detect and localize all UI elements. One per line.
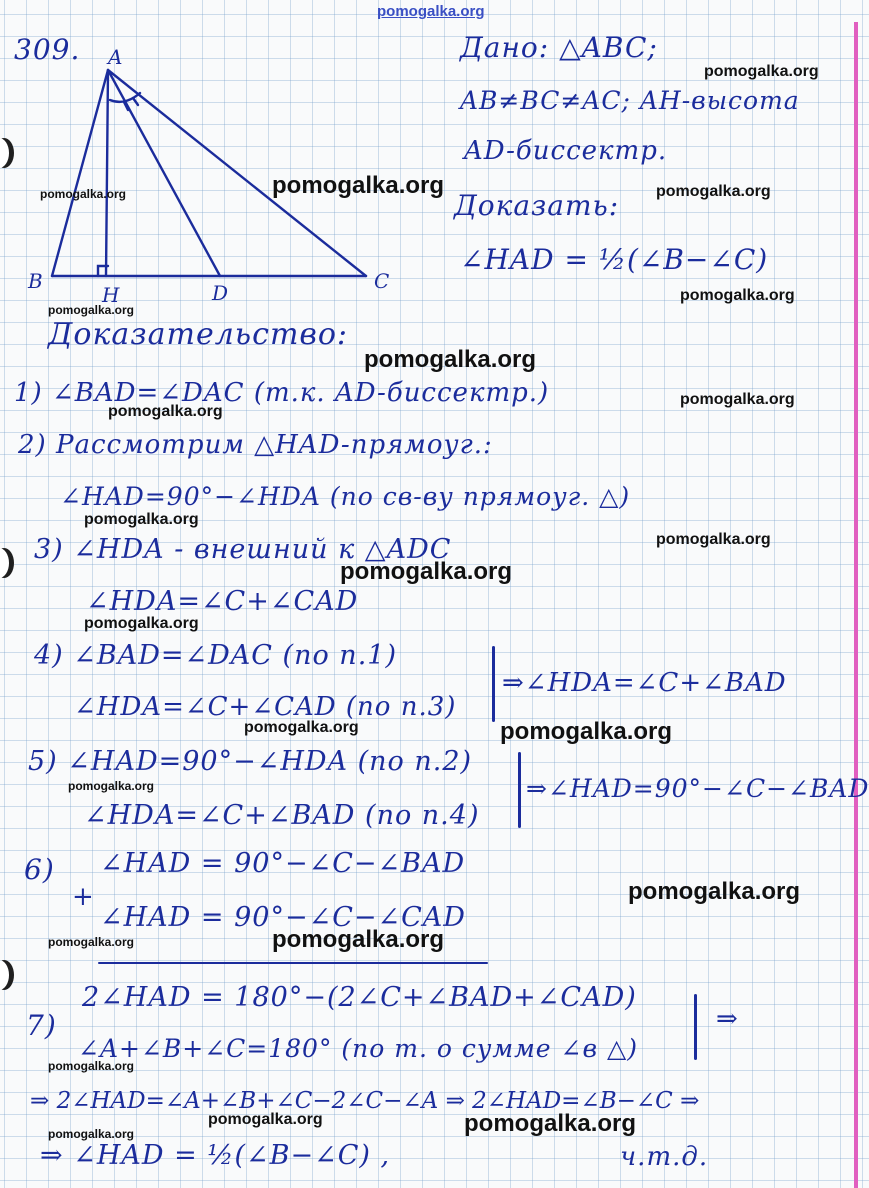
proof-line: ⇒ ∠HAD = ½(∠B−∠C) , — [40, 1140, 391, 1171]
proof-line: 1) ∠BAD=∠DAC (т.к. AD-биссектр.) — [14, 378, 550, 408]
prove-statement: ∠HAD = ½(∠B−∠C) — [460, 243, 769, 276]
watermark: pomogalka.org — [272, 172, 445, 199]
given-line-2: AD-биссектр. — [464, 136, 668, 166]
altitude-ah — [106, 70, 108, 276]
vertex-label-b: B — [28, 269, 43, 293]
proof-line: ∠HDA=∠C+∠CAD — [86, 586, 359, 617]
proof-line: 6) — [24, 853, 55, 886]
point-label-d: D — [212, 281, 229, 305]
watermark: pomogalka.org — [704, 63, 819, 80]
proof-line: ∠A+∠B+∠C=180° (по т. о сумме ∠в △) — [78, 1034, 638, 1063]
watermark: pomogalka.org — [272, 926, 445, 953]
proof-line: ∠HAD = 90°−∠C−∠CAD — [100, 902, 466, 933]
watermark: pomogalka.org — [680, 391, 795, 408]
proof-line: 3) ∠HDA - внешний к △ADC — [34, 534, 452, 565]
prove-heading: Доказать: — [454, 189, 620, 222]
system-bracket — [492, 646, 495, 722]
problem-number: 309. — [14, 33, 81, 66]
watermark: pomogalka.org — [40, 187, 127, 201]
watermark: pomogalka.org — [656, 531, 771, 548]
watermark: pomogalka.org — [464, 1110, 637, 1137]
watermark: pomogalka.org — [340, 558, 513, 585]
watermark: pomogalka.org — [48, 303, 135, 317]
system-bracket — [694, 994, 697, 1060]
proof-line: 4) ∠BAD=∠DAC (по п.1) — [34, 640, 397, 671]
proof-line: + — [72, 882, 95, 912]
watermark: pomogalka.org — [500, 718, 673, 745]
proof-line: ∠HDA=∠C+∠BAD (по п.4) — [84, 800, 480, 831]
proof-line: ∠HDA=∠C+∠CAD (по п.3) — [74, 692, 457, 722]
watermark: pomogalka.org — [48, 1059, 135, 1073]
proof-line: 7) — [26, 1009, 57, 1042]
watermark: pomogalka.org — [208, 1111, 323, 1128]
proof-heading: Доказательство: — [48, 317, 349, 352]
watermark: pomogalka.org — [48, 935, 135, 949]
watermark: pomogalka.org — [364, 346, 537, 373]
proof-line: ⇒ — [716, 1004, 739, 1034]
proof-line: ⇒∠HDA=∠C+∠BAD — [502, 668, 787, 698]
watermark: pomogalka.org — [48, 1127, 135, 1141]
given-heading: Дано: △ABC; — [460, 31, 658, 64]
watermark: pomogalka.org — [628, 878, 801, 905]
watermark: pomogalka.org — [108, 403, 223, 420]
proof-line: 2∠HAD = 180°−(2∠C+∠BAD+∠CAD) — [82, 982, 637, 1013]
watermark: pomogalka.org — [244, 719, 359, 736]
watermark: pomogalka.org — [84, 511, 199, 528]
given-line-1: AB≠BC≠AC; AH-высота — [460, 86, 800, 115]
angle-tick — [133, 98, 138, 105]
sum-line — [98, 962, 488, 964]
watermark: pomogalka.org — [84, 615, 199, 632]
system-bracket — [518, 752, 521, 828]
proof-line: 2) Рассмотрим △HAD-прямоуг.: — [18, 430, 493, 460]
watermark: pomogalka.org — [656, 183, 771, 200]
watermark: pomogalka.org — [68, 779, 155, 793]
side-ab — [52, 70, 108, 276]
watermark: pomogalka.org — [680, 287, 795, 304]
proof-line: ∠HAD = 90°−∠C−∠BAD — [100, 848, 466, 879]
proof-line: 5) ∠HAD=90°−∠HDA (по п.2) — [28, 746, 473, 777]
vertex-label-c: C — [374, 269, 390, 293]
qed: ч.т.д. — [620, 1142, 709, 1172]
site-watermark-top[interactable]: pomogalka.org — [377, 3, 485, 20]
proof-line: ⇒∠HAD=90°−∠C−∠BAD — [526, 774, 869, 803]
proof-line: ∠HAD=90°−∠HDA (по св-ву прямоуг. △) — [60, 482, 631, 511]
proof-line: ⇒ 2∠HAD=∠A+∠B+∠C−2∠C−∠A ⇒ 2∠HAD=∠B−∠C ⇒ — [30, 1088, 700, 1114]
point-label-h: H — [102, 283, 120, 307]
vertex-label-a: A — [108, 45, 123, 69]
